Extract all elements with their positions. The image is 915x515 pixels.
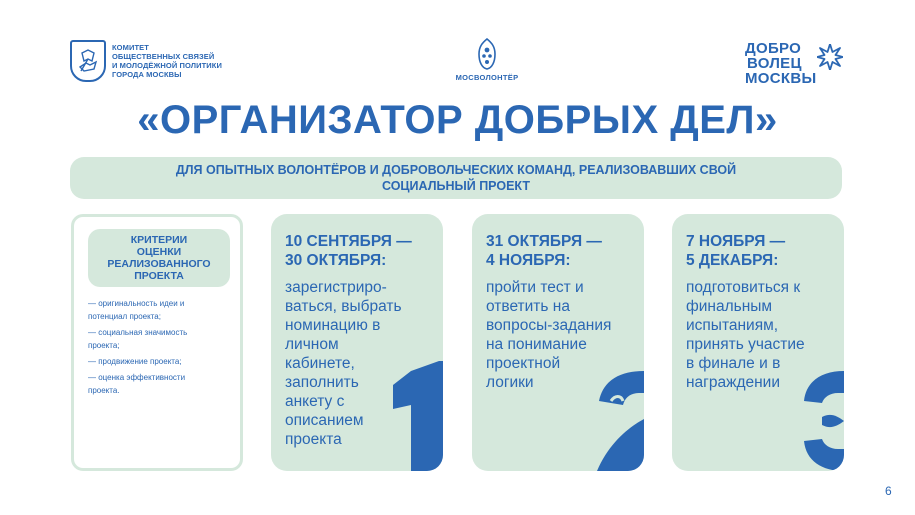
step-card-2: [472, 214, 644, 471]
committee-line: ГОРОДА МОСКВЫ: [112, 70, 182, 79]
step-desc-line: описанием: [285, 412, 364, 429]
criteria-title: [88, 229, 230, 287]
step-desc-line: подготовиться к: [686, 279, 801, 296]
step-desc-line: на понимание: [486, 336, 587, 353]
step-desc-line: ответить на: [486, 298, 570, 315]
step-desc-line: проектной: [486, 355, 561, 372]
committee-name: [112, 43, 222, 79]
criteria-item-line: потенциал проекта;: [88, 312, 161, 321]
dobrovolets-line: ДОБРО: [745, 40, 802, 57]
step-desc-line: проекта: [285, 431, 342, 448]
criteria-item: [88, 326, 238, 352]
criteria-item-line: — социальная значимость: [88, 328, 188, 337]
subtitle-line: СОЦИАЛЬНЫЙ ПРОЕКТ: [381, 179, 530, 193]
mosvolonter-text: МОСВОЛОНТЁР: [455, 73, 519, 82]
committee-line: И МОЛОДЁЖНОЙ ПОЛИТИКИ: [112, 61, 222, 70]
step-date-line: 7 НОЯБРЯ —: [686, 233, 786, 250]
step-date: [285, 232, 412, 270]
step-date: [486, 232, 602, 270]
step-desc-line: заполнить: [285, 374, 359, 391]
subtitle-line: ДЛЯ ОПЫТНЫХ ВОЛОНТЁРОВ И ДОБРОВОЛЬЧЕСКИХ КОМАНД, РЕАЛИЗОВАВШИХ СВОЙ: [175, 163, 737, 177]
moscow-coat-of-arms-icon: [70, 40, 106, 82]
step-desc-line: испытаниям,: [686, 317, 779, 334]
criteria-item-line: — продвижение проекта;: [88, 357, 182, 366]
step-desc-line: номинацию в: [285, 317, 381, 334]
step-description: [486, 278, 636, 392]
criteria-item-line: проекта;: [88, 341, 120, 350]
step-desc-line: личном: [285, 336, 339, 353]
step-desc-line: финальным: [686, 298, 773, 315]
criteria-item: [88, 355, 238, 368]
criteria-item: [88, 297, 238, 323]
step-date-line: 4 НОЯБРЯ:: [486, 252, 571, 269]
step-date-line: 31 ОКТЯБРЯ —: [486, 233, 602, 250]
committee-logo: [70, 40, 222, 82]
step-description: [285, 278, 435, 449]
committee-line: ОБЩЕСТВЕННЫХ СВЯЗЕЙ: [112, 52, 215, 61]
step-desc-line: зарегистриро-: [285, 279, 387, 296]
subtitle-band: [70, 157, 842, 199]
step-card-3: [672, 214, 844, 471]
dobrovolets-line: ВОЛЕЦ: [747, 55, 802, 72]
criteria-item: [88, 371, 238, 397]
page-number: 6: [885, 484, 892, 498]
mosvolonter-logo: [452, 38, 522, 82]
step-desc-line: принять участие: [686, 336, 805, 353]
criteria-item-line: проекта.: [88, 386, 120, 395]
criteria-panel: [71, 214, 243, 471]
mosvolonter-logo-icon: [476, 38, 498, 70]
step-desc-line: анкету с: [285, 393, 345, 410]
page-title: «ОРГАНИЗАТОР ДОБРЫХ ДЕЛ»: [137, 98, 778, 142]
criteria-title-line: ПРОЕКТА: [134, 270, 184, 282]
criteria-title-line: РЕАЛИЗОВАННОГО: [107, 258, 211, 270]
criteria-title-line: ОЦЕНКИ: [136, 246, 182, 258]
step-date-line: 5 ДЕКАБРЯ:: [686, 252, 779, 269]
step-date: [686, 232, 785, 270]
criteria-title-line: КРИТЕРИИ: [130, 234, 188, 246]
step-card-1: [271, 214, 443, 471]
dobrovolets-line: МОСКВЫ: [745, 70, 817, 87]
step-desc-line: ваться, выбрать: [285, 298, 402, 315]
criteria-list: [88, 297, 238, 400]
criteria-item-line: — оценка эффективности: [88, 373, 186, 382]
step-desc-line: пройти тест и: [486, 279, 584, 296]
step-desc-line: вопросы-задания: [486, 317, 612, 334]
dobrovolets-burst-icon: [817, 44, 843, 70]
step-description: [686, 278, 836, 392]
step-desc-line: логики: [486, 374, 534, 391]
step-desc-line: в финале и в: [686, 355, 781, 372]
step-desc-line: награждении: [686, 374, 780, 391]
step-date-line: 30 ОКТЯБРЯ:: [285, 252, 387, 269]
criteria-item-line: — оригинальность идеи и: [88, 299, 185, 308]
committee-line: КОМИТЕТ: [112, 43, 149, 52]
step-date-line: 10 СЕНТЯБРЯ —: [285, 233, 412, 250]
step-desc-line: кабинете,: [285, 355, 355, 372]
